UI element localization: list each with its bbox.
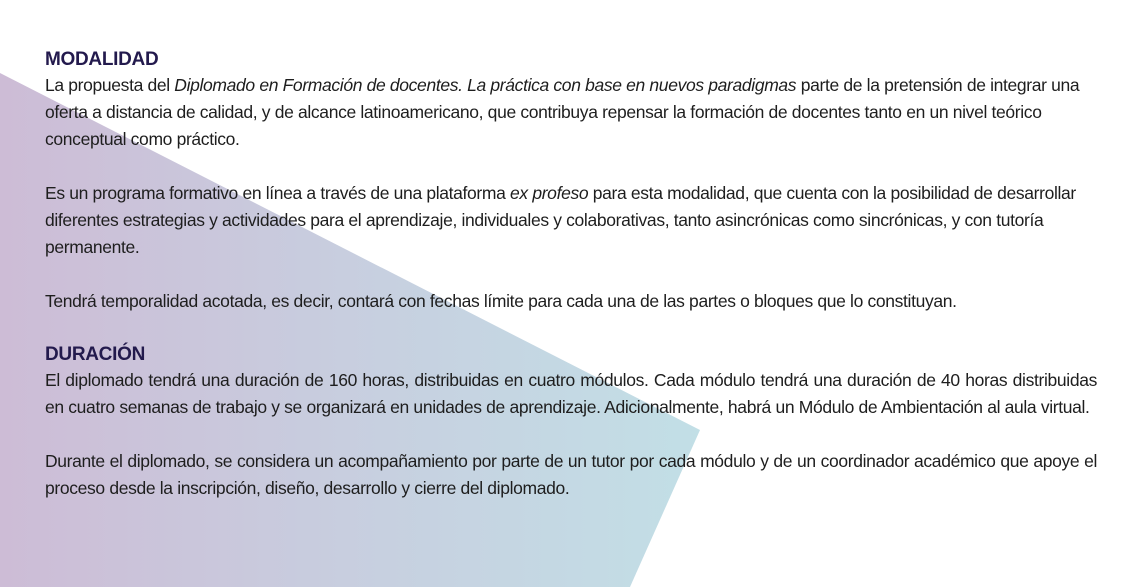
text-segment: parte de la pretensión de integrar una oferta a distancia de calidad, y de alcance latinoamericano, que contribuya repensar la formación de docentes tanto en un nivel teórico conceptual como práctico. [45, 75, 1080, 149]
modalidad-paragraph-1 [45, 72, 1097, 153]
section-duracion [45, 342, 1097, 502]
text-segment: para esta modalidad, que cuenta con la posibilidad de desarrollar diferentes estrategias y actividades para el aprendizaje, individuales y colaborativas, tanto asincrónicas como sincrónicas, y con tutoría permanente. [45, 183, 1076, 257]
modalidad-paragraph-2 [45, 180, 1097, 261]
heading-duracion: DURACIÓN [45, 344, 145, 365]
text-segment: Es un programa formativo en línea a través de una plataforma [45, 183, 511, 203]
ex-profeso-italic: ex profeso [510, 183, 589, 203]
duracion-paragraph-1: El diplomado tendrá una duración de 160 horas, distribuidas en cuatro módulos. Cada módulo tendrá una duración de 40 horas distribuidas en cuatro semanas de trabajo y se organizará en unidades de aprendizaje. Adicionalmente, habrá un Módulo de Ambientación al aula virtual. [45, 370, 1097, 417]
section-modalidad [45, 47, 1097, 315]
heading-modalidad: MODALIDAD [45, 49, 159, 70]
modalidad-paragraph-3: Tendrá temporalidad acotada, es decir, contará con fechas límite para cada una de las partes o bloques que lo constituyan. [45, 291, 957, 311]
duracion-paragraph-2: Durante el diplomado, se considera un acompañamiento por parte de un tutor por cada módulo y de un coordinador académico que apoye el proceso desde la inscripción, diseño, desarrollo y cierre del diplomado. [45, 451, 1097, 498]
text-segment: La propuesta del [45, 75, 175, 95]
diploma-title-italic: Diplomado en Formación de docentes. La práctica con base en nuevos paradigmas [174, 75, 797, 95]
content [45, 47, 1097, 502]
